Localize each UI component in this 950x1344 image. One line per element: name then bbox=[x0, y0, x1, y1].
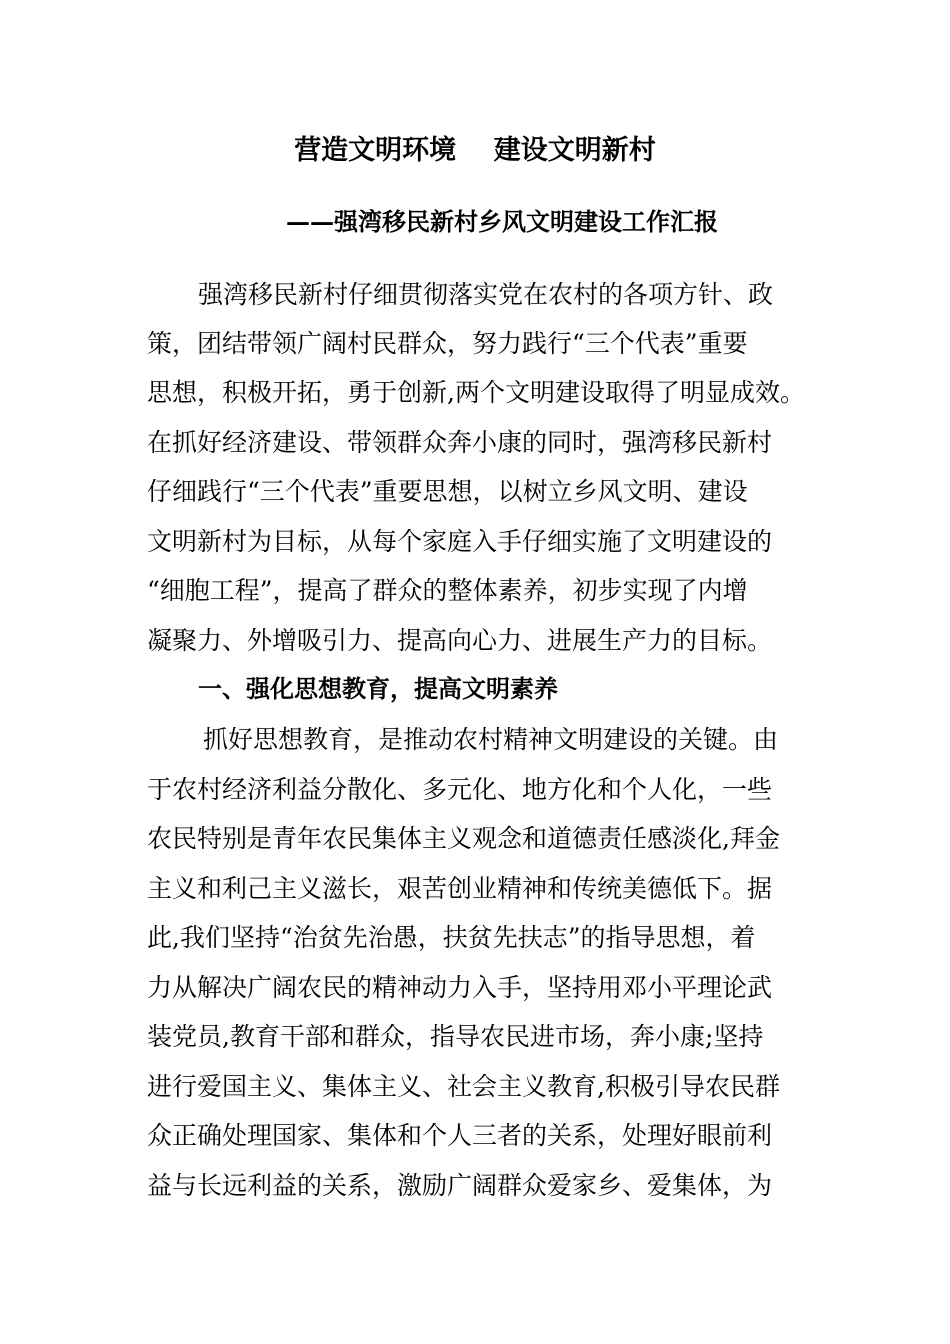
paragraph-line: 力从解决广阔农民的精神动力入手，坚持用邓小平理论武 bbox=[147, 973, 773, 1002]
paragraph-line: 农民特别是青年农民集体主义观念和道德责任感淡化,拜金 bbox=[147, 824, 780, 853]
paragraph-line: 于农村经济利益分散化、多元化、地方化和个人化，一些 bbox=[147, 775, 773, 804]
paragraph-line: 主义和利己主义滋长，艰苦创业精神和传统美德低下。据 bbox=[147, 874, 773, 903]
paragraph-line: 凝聚力、外增吸引力、提高向心力、进展生产力的目标。 bbox=[147, 626, 773, 655]
paragraph-line: 装党员,教育干部和群众，指导农民进市场，奔小康;坚持 bbox=[147, 1022, 764, 1051]
paragraph-line: 文明新村为目标，从每个家庭入手仔细实施了文明建设的 bbox=[147, 527, 773, 556]
paragraph-line: 策，团结带领广阔村民群众，努力践行“三个代表”重要 bbox=[147, 329, 748, 358]
paragraph-line: 抓好思想教育，是推动农村精神文明建设的关键。由 bbox=[203, 725, 779, 754]
paragraph-line: 益与长远利益的关系，激励广阔群众爱家乡、爱集体，为 bbox=[147, 1171, 773, 1200]
paragraph-line: 进行爱国主义、集体主义、社会主义教育,积极引导农民群 bbox=[147, 1072, 780, 1101]
paragraph-line: 此,我们坚持“治贫先治愚，扶贫先扶志”的指导思想，着 bbox=[147, 923, 756, 952]
paragraph-line: 仔细践行“三个代表”重要思想，以树立乡风文明、建设 bbox=[147, 477, 748, 506]
paragraph-line: 众正确处理国家、集体和个人三者的关系，处理好眼前利 bbox=[147, 1121, 773, 1150]
section-heading: 一、强化思想教育，提高文明素养 bbox=[198, 674, 558, 703]
paragraph-line: 强湾移民新村仔细贯彻落实党在农村的各项方针、政 bbox=[198, 280, 774, 309]
document-subtitle: ——强湾移民新村乡风文明建设工作汇报 bbox=[286, 207, 718, 236]
document-title: 营造文明环境 建设文明新村 bbox=[294, 135, 656, 166]
paragraph-line: 思想，积极开拓，勇于创新,两个文明建设取得了明显成效。 bbox=[147, 378, 805, 407]
paragraph-line: 在抓好经济建设、带领群众奔小康的同时，强湾移民新村 bbox=[147, 428, 773, 457]
paragraph-line: “细胞工程”，提高了群众的整体素养，初步实现了内增 bbox=[147, 576, 748, 605]
